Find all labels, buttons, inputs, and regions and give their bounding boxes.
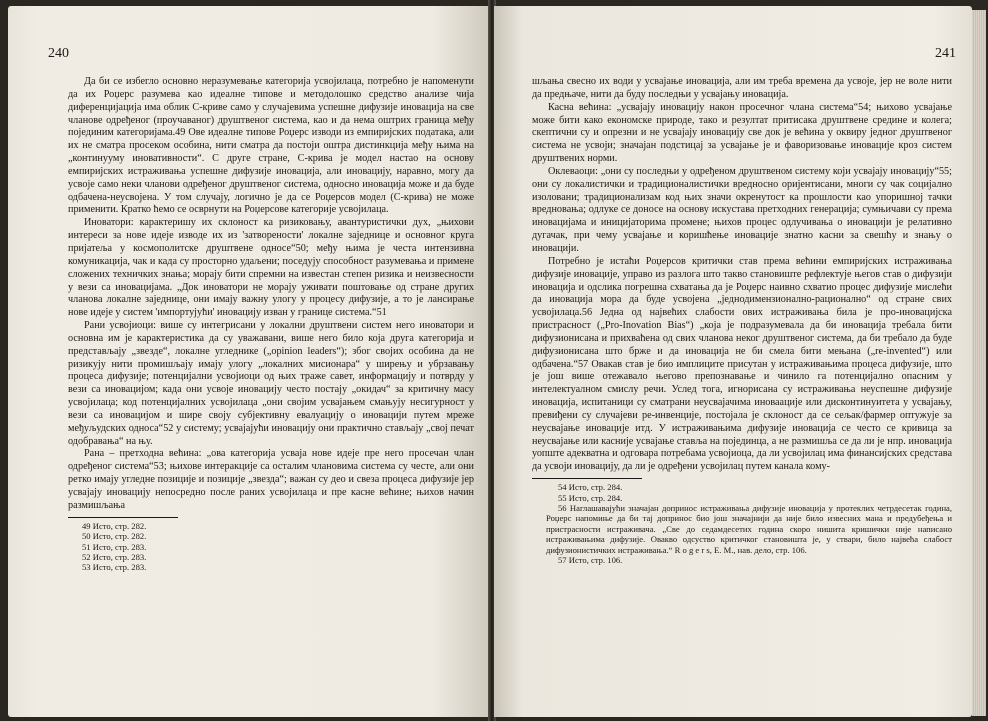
left-page [8,6,490,717]
footnotes [68,521,474,573]
footnote-rule [68,517,178,518]
paragraph: Потребно је истаћи Роџерсов критички став према већини емпиријских истраживања дифузије иновације, управо из разлога што такво становиште рефлектује његов став о дифузији иновација и одслика погрешна схватања да је Роџерс наивно схватио процес дифузије мислећи да иновација мора да буде усвојена „једнодимензионално-рационално“ од стране свих усвојилаца.56 Једна од највећих слабости ових истраживања била је про-иновацијска пристрасност („Pro-Inovation Bias“) „која је подразумевала да би иновација требала бити дифузионисана и прихваћена од свих чланова неког друштвеног система, да би требало да буде дифузионисана што брже и да иновација не би смела бити мењана („re-invented“) или одбачена.“57 Овакав став је био имплиците присутан у истраживањима процеса дифузије, што је још више отежавало његово препознавање и чинило га потенцијално опасним у интелектуалном смислу речи. Услед тога, игнорисана су истраживања неуспешне дифузије иновација, испитаници су сматрани неусвајачима иноваације или дисконтинуитета у усвајању, превиђени су случајеви ре-инвенције, постојала је склоност да се сељак/фармер оптужује за неусвајање иновације итд. У истраживањима дифузије иновација се често се кривица за неусвајање или касније усвајање ставља на појединца, а не размишља се да ли је нпр. иновација уопште адекватна и одговара потребама усвојиоца, да ли усвојилац има финансијских средстава да усвоји иновацију, да ли је одређени усвојилац путем канала кому- [532,255,952,473]
paragraph: шљања свесно их води у усвајање иновација, али им треба времена да усвоје, јер не воле нити да предњаче, нити да буду последњи у усвајању иновација. [532,76,952,100]
footnote: 55 Исто, стр. 284. [558,492,623,503]
paragraph: Иноватори: карактеришу их склоност ка ризиковању, авантуристички дух, „њихови интереси за нове идеје изводе их из 'затворености' локалне заједнице и основног круга пријатеља у космополитске друштвене односе“50; међу њима је честа интензивна комуникација, чак и када су просторно удаљени; поседују способност разумевања и примене сложених техничких знања; морају бити спремни на известан степен ризика и неизвесности у вези са иновацијама. „Док иноватори не морају уживати поштовање од стране других чланова локалне заједнице, они имају важну улогу у процесу дифузије, а то је лансирање нове идеје у систем 'импортујући' иновацију изван у границе система.“51 [68,217,474,319]
footnote: 49 Исто, стр. 282. [82,520,147,531]
right-page [494,6,972,717]
footnote: 57 Исто, стр. 106. [558,555,623,565]
paragraph: Касна већина: „усвајају иновацију након просечног члана система“54; њихово усвајање може бити како економске природе, тако и резултат притисака друштвене средине и колега; скептични су и опрезни и не усвајају иновацију све док је већина у оквиру једног друштвеног система не усвоји; значајан подстицај за усвајање је и фаворизовање иновације кроз систем друштвених норми. [532,101,952,165]
footnote: 53 Исто, стр. 283. [82,562,147,573]
paragraph: Рани усвојиоци: више су интегрисани у локални друштвени систем него иноватори и основна им је карактеристика да су уважавани, више него било која друга категорија и представљају „звезде“, локалне угледнике („opinion leaders“); због својих особина да не ризикују нити промишљају имају улогу „локалних мисионара“ у ширењу и убрзавању процеса дифузије; потенцијални усвојиоци од њих траже савет, информацију и потврду у вези са иновацијом; када они усвоје иновацију често постају „окидач“ за критичну масу усвојилаца; код потенцијалних усвојилаца „они својим усвајањем смањују несигурност у вези са иновацијом и шире своју субјективну евалуацију о иновацији путем мреже међуљудских односа“52 у систему; усвајајући иновацију они практично стављају „свој печат одобравања“ на њу. [68,320,474,447]
footnote: 50 Исто, стр. 282. [82,531,147,542]
paragraph: Да би се избегло основно неразумевање категорија усвојилаца, потребно је напоменути да их Роџерс разумева као идеалне типове и методолошко средство анализе чија диференцијација има облик С-криве само у случајевима успешне дифузије иновација на све чланове одређеног (проучаваног) друштвеног система, као и да нема оштрих граница међу појединим категоријама.49 Ове идеалне типове Роџерс изводи из емпиријских података, али их не сматра просеком особина, нити сматра да постоји оштра дистинкција међу њима на „континууму иновативности“. С друге стране, С-крива је модел настао на основу емпиријских истраживања успешне дифузије иновација, али иновацију, наравно, могу да усвоје само неки чланови одређеног друштвеног система, односно иновација може и да буде одбачена-неусвојена. У том случају, логично је да се Роџерсов модел (С-крива) не може применити. Кратко ћемо се осврнути на Роџерсове категорије усвојилаца. [68,76,474,216]
page-number: 240 [48,46,69,61]
page-number: 241 [935,46,956,61]
footnote-rule [532,478,642,479]
footnote: 51 Исто, стр. 283. [82,541,147,552]
footnotes [532,482,952,565]
footnote: 52 Исто, стр. 283. [82,551,147,562]
footnote: 56 Наглашавајући значајан допринос истраживања дифузије иновација у протеклих четрдесетак година, Роџерс напомиње да би тај допринос био још значајнији да није било извесних мана и предубеђења и пристрасности истраживача. „Све до седамдесетих година скоро нишита кришички није написано истраживањима дифузије. Овакво одсуство критичког становишта је, у ствари, било највећа слабост дифузионистичких истраживања.“ R o g e r s, E. M., нав. дело, стр. 106. [546,502,952,555]
paragraph: Оклеваоци: „они су последњи у одређеном друштвеном систему који усвајају иновацију“55; они су локалистички и традиционалистички вредносно оријентисани, многи су чак социјално изоловани; традиционализам код њих значи окренутост ка прошлости као упоришној тачки вредновања; одлуке се доносе на основу искустава претходних генерација; сумњичави су према иновацијама и иницијаторима промене; њихов процес одлучивања о иновацији је релативно дугачак, при чему усвајање и коришћење иновације знатно касни за свешћу и знању о иновацији. [532,165,952,254]
body-text [68,76,474,573]
page-edges [972,10,986,716]
body-text [532,76,952,565]
footnote: 54 Исто, стр. 284. [558,482,623,493]
paragraph: Рана – претходна већина: „ова категорија усваја нове идеје пре него просечан члан одређеног система“53; њихове интеракције са осталим члановима система су честе, али они ретко имају угледне позиције и позиције „звезда“; важан су део и свеза процеса дифузије јер усвајају иновацију непосредно после раних усвојилаца и пре касне већине; њихов начин размишљања [68,448,474,511]
